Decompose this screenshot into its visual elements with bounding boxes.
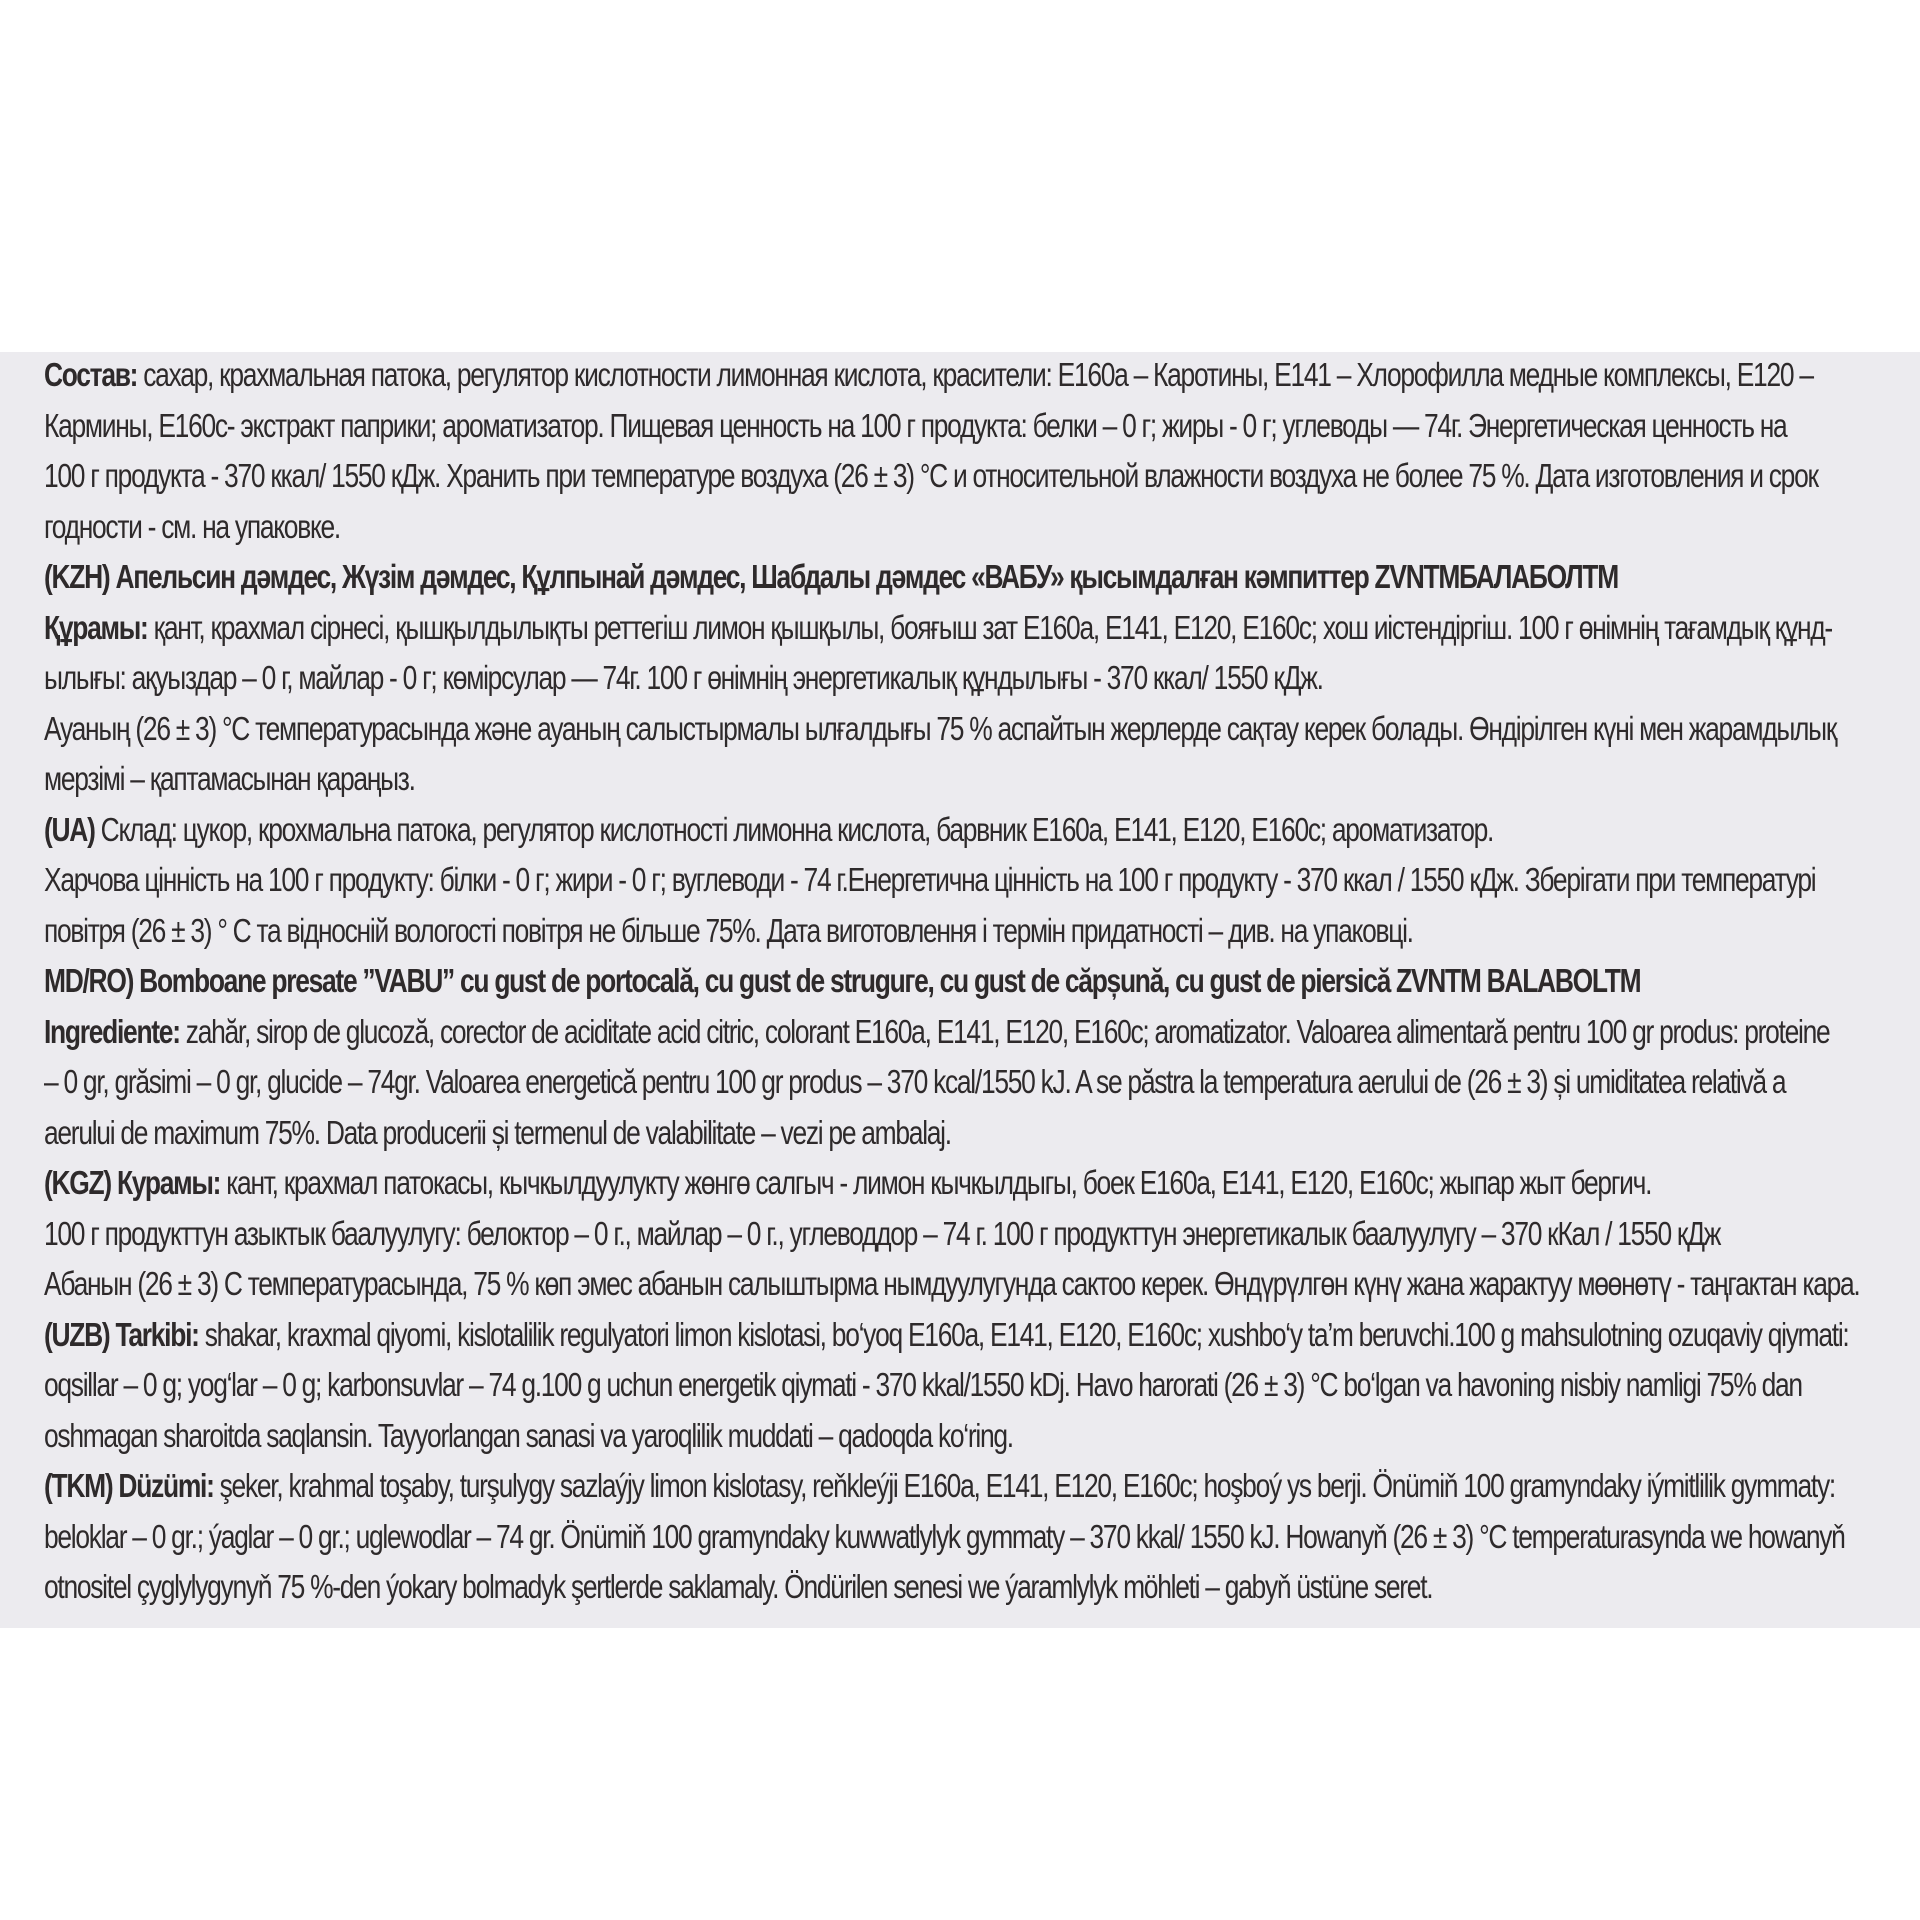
line-text: Харчова цінність на 100 г продукту: білки - 0 г; жири - 0 г; вуглеводи - 74 г.Енергетична цінність на 100 г продукту - 370 ккал / 1550 кДж. Зберігати при температурі bbox=[44, 861, 1816, 898]
text-line bbox=[44, 1512, 1880, 1563]
line-text: годности - см. на упаковке. bbox=[44, 507, 340, 545]
text-line bbox=[44, 754, 1880, 805]
text-line bbox=[44, 401, 1880, 452]
line-text: мерзімі – қаптамасынан қараңыз. bbox=[44, 760, 415, 797]
bold-heading: Состав: bbox=[44, 356, 138, 393]
text-line bbox=[44, 350, 1880, 401]
bold-heading: (UZB) Tarkibi: bbox=[44, 1315, 199, 1353]
text-line bbox=[44, 502, 1880, 553]
text-line bbox=[44, 1158, 1880, 1209]
text-line bbox=[44, 956, 1880, 1007]
line-text: повітря (26 ± 3) ° С та відносній вологості повітря не більше 75%. Дата виготовлення і термін придатності – див. на упаковці. bbox=[44, 911, 1413, 949]
line-text: oshmagan sharoitda saqlansin. Tayyorlangan sanasi va yaroqlilik muddati – qadoqda ko‘ring. bbox=[44, 1416, 1013, 1454]
text-line bbox=[44, 906, 1880, 957]
ingredients-text-block bbox=[44, 350, 1880, 1613]
text-line bbox=[44, 1310, 1880, 1361]
bold-heading: (UA) bbox=[44, 810, 95, 848]
line-text: кант, крахмал патокасы, кычкылдуулукту жөнгө салгыч - лимон кычкылдыгы, боек Е160а, Е141, Е120, Е160с; жыпар жыт бергич. bbox=[220, 1164, 1652, 1201]
line-text: Склад: цукор, крохмальна патока, регулятор кислотності лимонна кислота, барвник Е160а, Е141, Е120, Е160с; ароматизатор. bbox=[94, 810, 1494, 848]
text-line bbox=[44, 1108, 1880, 1159]
bold-heading: MD/RO) Bomboane presate ”VABU” cu gust de portocală, cu gust de struguге, cu gust de căpșună, cu gust de piersică ZVNTM BALABOLTM bbox=[44, 962, 1641, 999]
text-line bbox=[44, 1562, 1880, 1613]
text-line bbox=[44, 1057, 1880, 1108]
line-text: şeker, krahmal toşaby, turşulygy sazlaýjy limon kislotasy, reňkleýji E160a, E141, E120, E160c; hoşboý ys berji. Önümiň 100 gramyndaky iýmitlilik gymmaty: bbox=[213, 1467, 1835, 1504]
bold-heading: Құрамы: bbox=[44, 608, 148, 646]
text-line bbox=[44, 1461, 1880, 1512]
text-line bbox=[44, 1007, 1880, 1058]
line-text: ылығы: ақуыздар – 0 г, майлар - 0 г; көмірсулар — 74г. 100 г өнімнің энергетикалық құндылығы - 370 ккал/ 1550 кДж. bbox=[44, 659, 1323, 696]
line-text: Кармины, Е160с- экстракт паприки; ароматизатор. Пищевая ценность на 100 г продукта: белки – 0 г; жиры - 0 г; углеводы — 74г. Энергетическая ценность на bbox=[44, 406, 1787, 444]
text-line bbox=[44, 805, 1880, 856]
ingredients-label-panel bbox=[0, 352, 1920, 1628]
line-text: – 0 gr, grăsimi – 0 gr, glucide – 74gr. Valoarea energetică pentru 100 gr produs – 370 kcal/1550 kJ. A se păstra la temperatura aerului de (26 ± 3) și umiditatea relativă a bbox=[44, 1063, 1786, 1100]
text-line bbox=[44, 1360, 1880, 1411]
text-line bbox=[44, 653, 1880, 704]
line-text: aerului de maximum 75%. Data producerii și termenul de valabilitate – vezi pe ambalaj. bbox=[44, 1113, 951, 1151]
line-text: қысымдалған кәмпиттер ZVNTМБАЛАБОЛТМ bbox=[1063, 558, 1618, 595]
text-line bbox=[44, 855, 1880, 906]
bold-heading: (KGZ) Курамы: bbox=[44, 1164, 221, 1201]
line-text: shakar, kraxmal qiyomi, kislotalilik regulyatori limon kislotasi, bo‘yoq E160a, E141, E120, E160c; xushbo‘y ta’m beruvchi.100 g mahsulotning ozuqaviy qiymati: bbox=[198, 1315, 1849, 1353]
line-text: 100 г продукттун азыктык баалуулугу: белоктор – 0 г., майлар – 0 г., углеводдор – 74 г. 100 г продукттун энергетикалык баалуулугу – 370 кКал / 1550 кДж bbox=[44, 1214, 1721, 1252]
line-text: beloklar – 0 gr.; ýaglar – 0 gr.; uglewodlar – 74 gr. Önümiň 100 gramyndaky kuwwatlylyk gymmaty – 370 kkal/ 1550 kJ. Howanyň (26 ± 3) °C temperaturasynda we howanyň bbox=[44, 1517, 1845, 1555]
line-text: Ауаның (26 ± 3) °С температурасында және ауаның салыстырмалы ылғалдығы 75 % аспайтын жерлерде сақтау керек болады. Өндірілген күні мен жарамдылық bbox=[44, 709, 1837, 747]
bold-heading: (KZH) Апельсин дәмдес, Жүзім дәмдес, Құлпынай дәмдес, Шабдалы дәмдес «ВАБУ» bbox=[44, 558, 1064, 595]
bold-heading: Ingrediente: bbox=[44, 1012, 180, 1050]
bold-heading: (TKM) Düzümi: bbox=[44, 1467, 214, 1504]
line-text: otnositel çyglylygynyň 75 %-den ýokary bolmadyk şertlerde saklamaly. Öndürilen senesi we ýaramlylyk möhleti – gabyň üstüne seret. bbox=[44, 1568, 1433, 1605]
line-text: oqsillar – 0 g; yog‘lar – 0 g; karbonsuvlar – 74 g.100 g uchun energetik qiymati - 370 kkal/1550 kDj. Havo harorati (26 ± 3) °C bo‘lgan va havoning nisbiy namligi 75% dan bbox=[44, 1366, 1802, 1403]
line-text: сахар, крахмальная патока, регулятор кислотности лимонная кислота, красители: Е160а – Каротины, Е141 – Хлорофилла медные комплексы, Е120 – bbox=[137, 356, 1813, 393]
line-text: Абанын (26 ± 3) С температурасында, 75 % көп эмес абанын салыштырма нымдуулугунда сактоо керек. Өндүрүлгөн күнү жана жарактуу мөөнөтү - таңгактан кара. bbox=[44, 1265, 1860, 1302]
text-line bbox=[44, 1209, 1880, 1260]
line-text: қант, крахмал сірнесі, қышқылдылықты реттегіш лимон қышқылы, бояғыш зат Е160а, Е141, Е120, Е160с; хош иістендіргіш. 100 г өнімнің тағамдық құнд- bbox=[147, 608, 1832, 646]
line-text: 100 г продукта - 370 ккал/ 1550 кДж. Хранить при температуре воздуха (26 ± 3) °С и относительной влажности воздуха не более 75 %. Дата изготовления и срок bbox=[44, 457, 1818, 494]
text-line bbox=[44, 603, 1880, 654]
text-line bbox=[44, 552, 1880, 603]
text-line bbox=[44, 1259, 1880, 1310]
text-line bbox=[44, 704, 1880, 755]
text-line bbox=[44, 451, 1880, 502]
line-text: zahăr, sirop de glucoză, corector de aciditate acid citric, colorant E160a, E141, E120, E160c; aromatizator. Valoarea alimentară pentru 100 gr produs: proteine bbox=[179, 1012, 1830, 1050]
text-line bbox=[44, 1411, 1880, 1462]
